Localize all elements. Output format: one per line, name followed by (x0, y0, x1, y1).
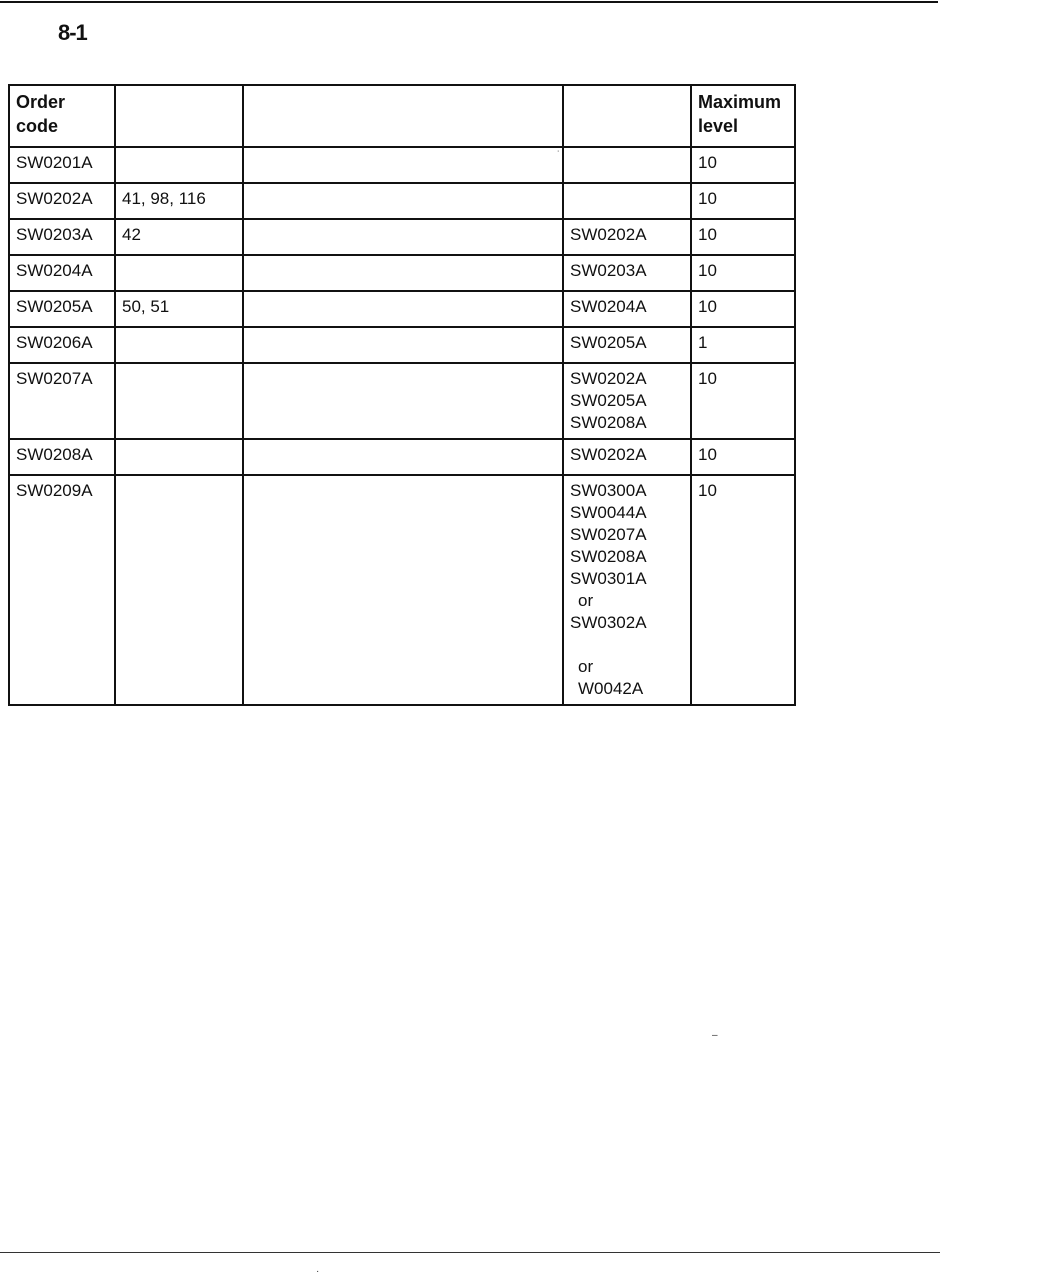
cell-code: SW0202A (9, 183, 115, 219)
cell-pages (115, 439, 243, 475)
cell-max: 10 (691, 291, 795, 327)
cell-max: 10 (691, 147, 795, 183)
cell-code: SW0207A (9, 363, 115, 439)
prereq-item: or (578, 591, 594, 610)
cell-desc (243, 291, 563, 327)
prereq-item: or (578, 657, 594, 676)
cell-max: 10 (691, 183, 795, 219)
table-body (9, 147, 795, 705)
bottom-rule (0, 1252, 940, 1253)
cell-prereq (563, 219, 691, 255)
cell-pages (115, 255, 243, 291)
prereq-item: SW0203A (570, 261, 647, 280)
prereq-item: SW0202A (570, 225, 647, 244)
table-row (9, 147, 795, 183)
column-header-code (9, 85, 115, 147)
table-number: 8-1 (58, 20, 87, 45)
cell-max: 10 (691, 475, 795, 705)
table-row (9, 327, 795, 363)
prereq-item: SW0205A (570, 391, 647, 410)
column-header-prereq (563, 85, 691, 147)
cell-desc (243, 219, 563, 255)
prereq-item: SW0044A (570, 503, 647, 522)
prereq-item: SW0202A (570, 369, 647, 388)
prereq-item: SW0204A (570, 297, 647, 316)
table-row (9, 219, 795, 255)
prereq-item: SW0202A (570, 445, 647, 464)
table-row (9, 363, 795, 439)
cell-desc (243, 363, 563, 439)
prereq-item: SW0208A (570, 547, 647, 566)
table-row (9, 183, 795, 219)
prereq-item: SW0302A (570, 613, 647, 632)
scan-speck: · (316, 1266, 320, 1277)
table-row (9, 291, 795, 327)
cell-code: SW0205A (9, 291, 115, 327)
cell-pages: 42 (115, 219, 243, 255)
cell-prereq (563, 255, 691, 291)
cell-code: SW0204A (9, 255, 115, 291)
cell-pages (115, 147, 243, 183)
cell-code: SW0206A (9, 327, 115, 363)
cell-desc (243, 255, 563, 291)
cell-pages: 50, 51 (115, 291, 243, 327)
cell-pages (115, 363, 243, 439)
prereq-item: SW0301A (570, 569, 647, 588)
cell-max: 10 (691, 363, 795, 439)
cell-prereq (563, 475, 691, 705)
cell-prereq (563, 291, 691, 327)
table-header-row (9, 85, 795, 147)
column-header-label: code (16, 116, 59, 136)
column-header-max (691, 85, 795, 147)
cell-prereq (563, 147, 691, 183)
prereq-item: W0042A (578, 679, 644, 698)
cell-max: 10 (691, 219, 795, 255)
cell-prereq (563, 363, 691, 439)
column-header-label: level (698, 116, 739, 136)
prereq-item: SW0205A (570, 333, 647, 352)
cell-desc (243, 475, 563, 705)
table-row (9, 255, 795, 291)
feature-order-code-table (8, 84, 796, 706)
cell-prereq (563, 183, 691, 219)
cell-desc (243, 147, 563, 183)
cell-code: SW0209A (9, 475, 115, 705)
prereq-item: SW0300A (570, 481, 647, 500)
scan-speck: ˙ (557, 150, 561, 161)
cell-code: SW0208A (9, 439, 115, 475)
column-header-label: Maximum (698, 92, 782, 112)
cell-desc (243, 183, 563, 219)
table-row (9, 475, 795, 705)
cell-max: 1 (691, 327, 795, 363)
scan-speck: – (712, 1030, 718, 1041)
cell-max: 10 (691, 255, 795, 291)
column-header-label: Order (16, 92, 66, 112)
cell-pages: 41, 98, 116 (115, 183, 243, 219)
column-header-desc (243, 85, 563, 147)
cell-prereq (563, 327, 691, 363)
cell-pages (115, 475, 243, 705)
cell-code: SW0203A (9, 219, 115, 255)
table-row (9, 439, 795, 475)
prereq-item (570, 634, 682, 656)
cell-desc (243, 439, 563, 475)
column-header-pages (115, 85, 243, 147)
cell-max: 10 (691, 439, 795, 475)
cell-pages (115, 327, 243, 363)
top-rule (0, 1, 938, 3)
cell-desc (243, 327, 563, 363)
prereq-item: SW0207A (570, 525, 647, 544)
prereq-item: SW0208A (570, 413, 647, 432)
cell-prereq (563, 439, 691, 475)
cell-code: SW0201A (9, 147, 115, 183)
